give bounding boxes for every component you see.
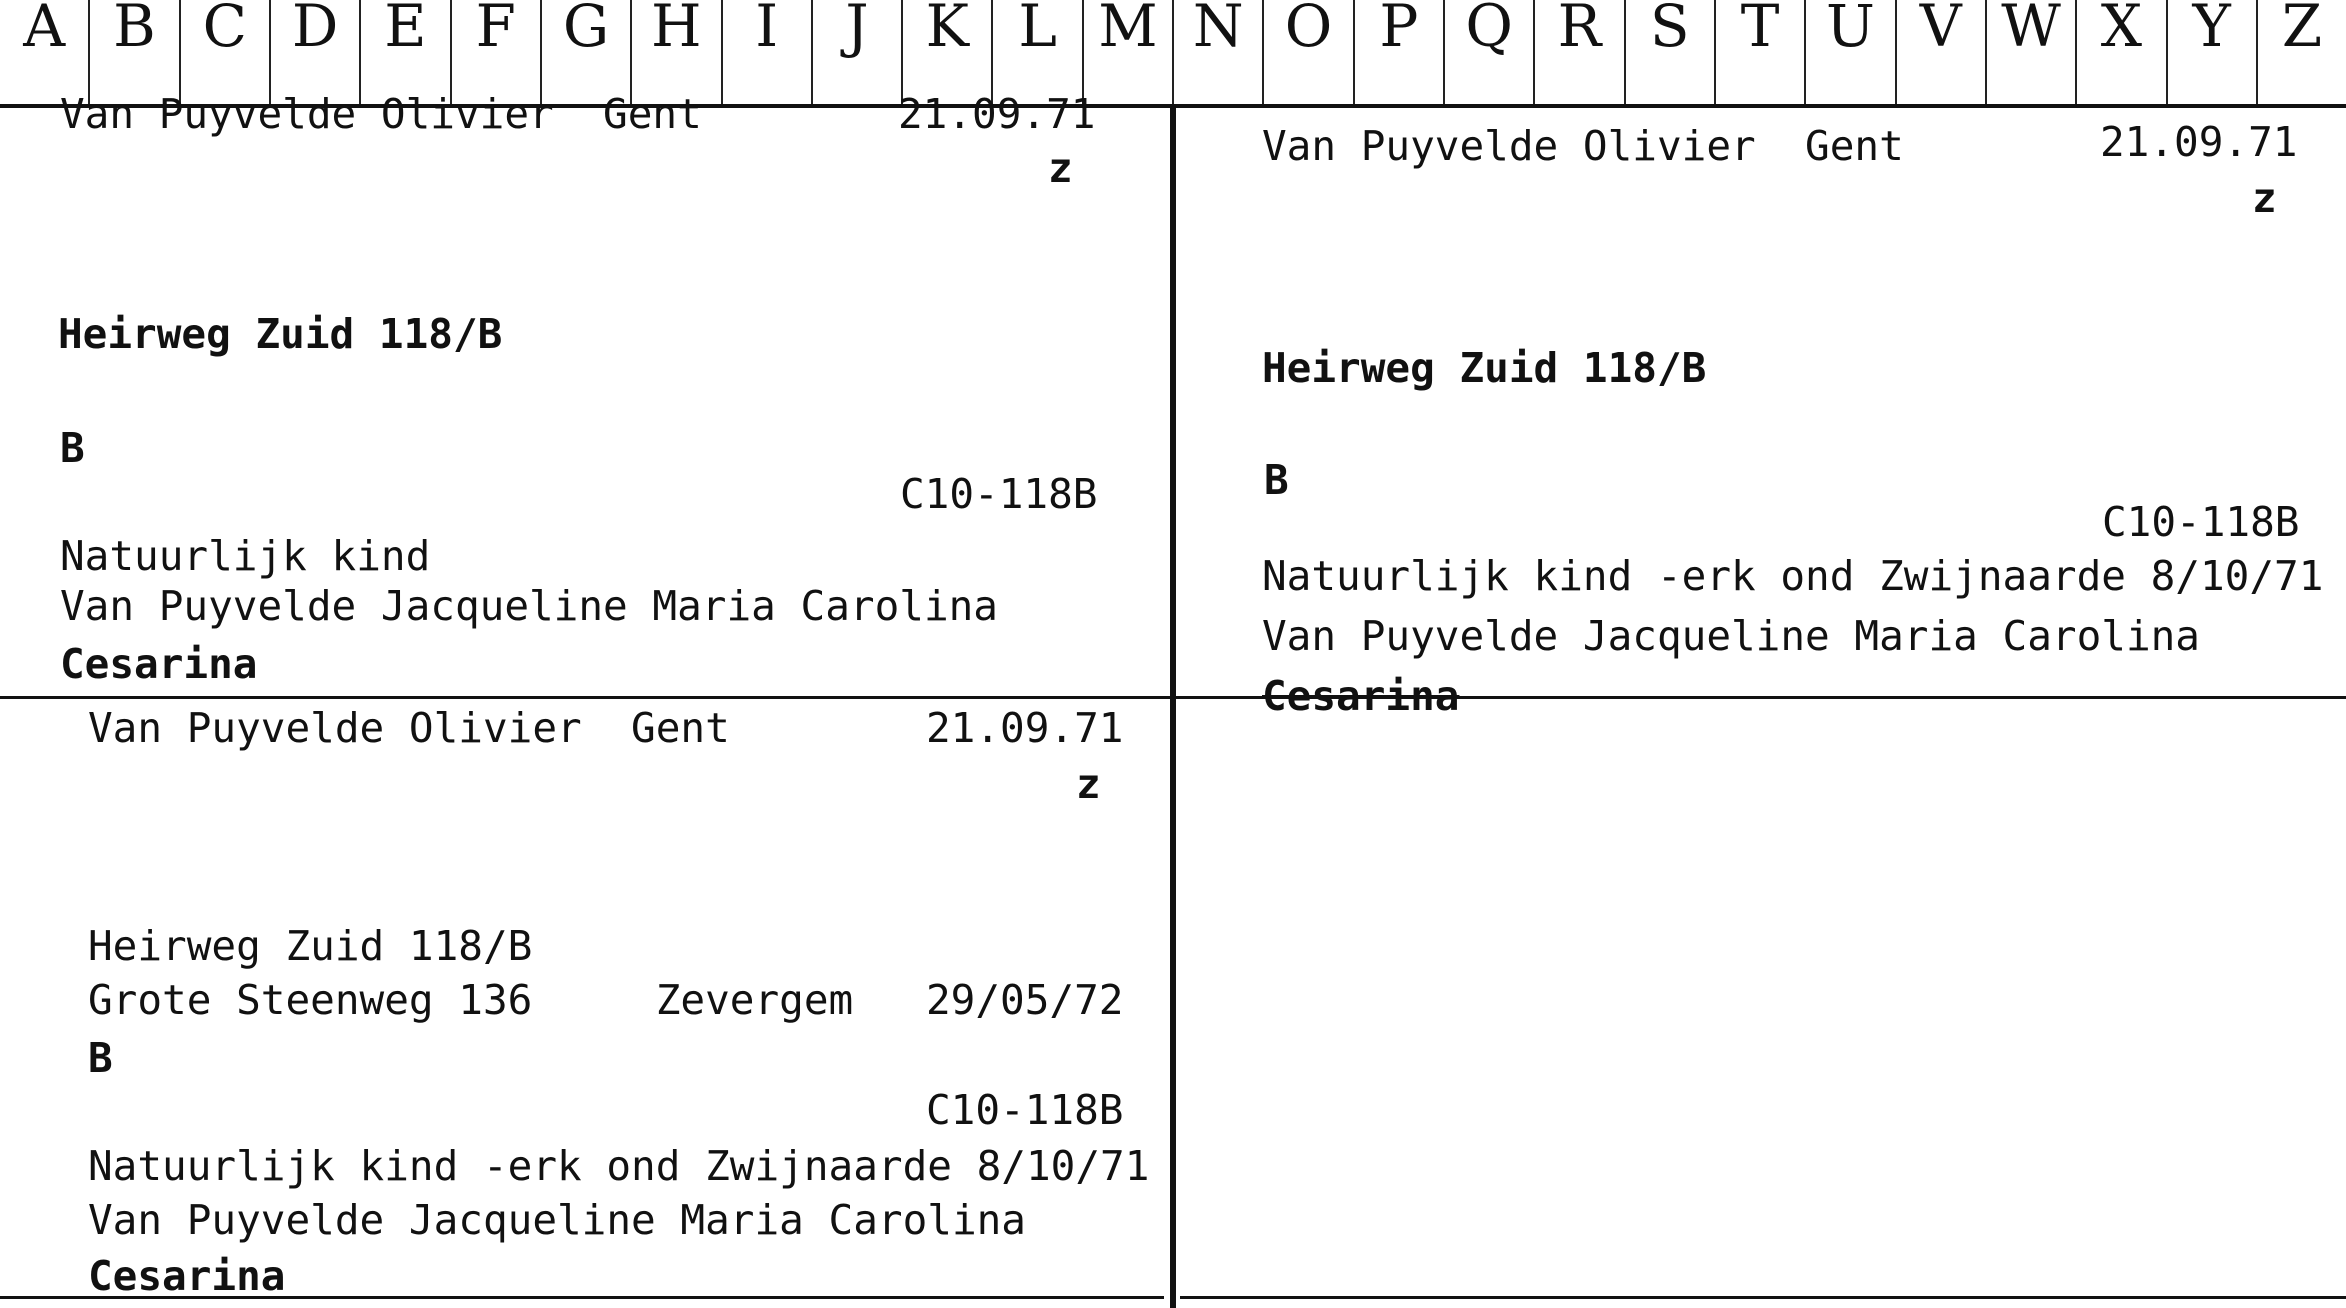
card-code-letter: B bbox=[1264, 456, 1289, 504]
card-relation: Natuurlijk kind bbox=[60, 532, 431, 580]
alphabet-letter-p: P bbox=[1355, 0, 1445, 104]
alphabet-letter-j: J bbox=[813, 0, 903, 104]
alphabet-letter-r: R bbox=[1535, 0, 1625, 104]
alphabet-letter-d: D bbox=[271, 0, 361, 104]
vertical-divider bbox=[1170, 104, 1176, 1308]
card-relation: Natuurlijk kind -erk ond Zwijnaarde 8/10/71 bbox=[1262, 552, 2324, 600]
alphabet-letter-k: K bbox=[903, 0, 993, 104]
card-mark: z bbox=[1076, 760, 1101, 808]
card-address-2: Grote Steenweg 136 Zevergem bbox=[88, 976, 854, 1024]
alphabet-letter-e: E bbox=[361, 0, 451, 104]
alphabet-letter-t: T bbox=[1716, 0, 1806, 104]
alphabet-letter-i: I bbox=[723, 0, 813, 104]
alphabet-letter-f: F bbox=[452, 0, 542, 104]
alphabet-letter-o: O bbox=[1264, 0, 1354, 104]
alphabet-letter-m: M bbox=[1084, 0, 1174, 104]
card-child-name: Van Puyvelde Jacqueline Maria Carolina bbox=[1262, 612, 2200, 660]
card-child-name: Van Puyvelde Jacqueline Maria Carolina bbox=[88, 1196, 1026, 1244]
alphabet-letter-a: A bbox=[0, 0, 90, 104]
card-address: Heirweg Zuid 118/B bbox=[58, 310, 503, 358]
horizontal-divider bbox=[0, 696, 2346, 699]
card-date: 21.09.71 bbox=[926, 704, 1124, 752]
card-date: 21.09.71 bbox=[2100, 118, 2298, 166]
card-mark: z bbox=[1048, 144, 1073, 192]
bottom-divider-right bbox=[1180, 1296, 2346, 1299]
alphabet-letter-h: H bbox=[632, 0, 722, 104]
card-ref: C10-118B bbox=[900, 470, 1098, 518]
card-child-name-cont: Cesarina bbox=[1262, 672, 1460, 720]
card-address-2-date: 29/05/72 bbox=[926, 976, 1124, 1024]
card-address: Heirweg Zuid 118/B bbox=[1262, 344, 1707, 392]
alphabet-letter-l: L bbox=[993, 0, 1083, 104]
card-ref: C10-118B bbox=[2102, 498, 2300, 546]
card-mark: z bbox=[2252, 174, 2277, 222]
card-date: 21.09.71 bbox=[898, 90, 1096, 138]
alphabet-letter-g: G bbox=[542, 0, 632, 104]
alphabet-letter-x: X bbox=[2077, 0, 2167, 104]
card-child-name-cont: Cesarina bbox=[60, 640, 258, 688]
alphabet-letter-w: W bbox=[1987, 0, 2077, 104]
card-child-name-cont: Cesarina bbox=[88, 1252, 286, 1300]
alphabet-letter-z: Z bbox=[2281, 0, 2323, 60]
card-code-letter: B bbox=[60, 424, 85, 472]
card-name-line: Van Puyvelde Olivier Gent bbox=[1262, 122, 1904, 170]
card-ref: C10-118B bbox=[926, 1086, 1124, 1134]
card-address: Heirweg Zuid 118/B bbox=[88, 922, 533, 970]
card-relation: Natuurlijk kind -erk ond Zwijnaarde 8/10/71 bbox=[88, 1142, 1150, 1190]
alphabet-letter-u: U bbox=[1806, 0, 1896, 104]
alphabet-letter-q: Q bbox=[1445, 0, 1535, 104]
alphabet-letter-b: B bbox=[90, 0, 180, 104]
alphabet-letter-n: N bbox=[1174, 0, 1264, 104]
card-child-name: Van Puyvelde Jacqueline Maria Carolina bbox=[60, 582, 998, 630]
alphabet-letter-c: C bbox=[181, 0, 271, 104]
card-code-letter: B bbox=[88, 1034, 113, 1082]
card-name-line: Van Puyvelde Olivier Gent bbox=[60, 90, 702, 138]
card-name-line: Van Puyvelde Olivier Gent bbox=[88, 704, 730, 752]
alphabet-letter-v: V bbox=[1897, 0, 1987, 104]
alphabet-letter-s: S bbox=[1626, 0, 1716, 104]
alphabet-letter-y: Y bbox=[2168, 0, 2258, 104]
